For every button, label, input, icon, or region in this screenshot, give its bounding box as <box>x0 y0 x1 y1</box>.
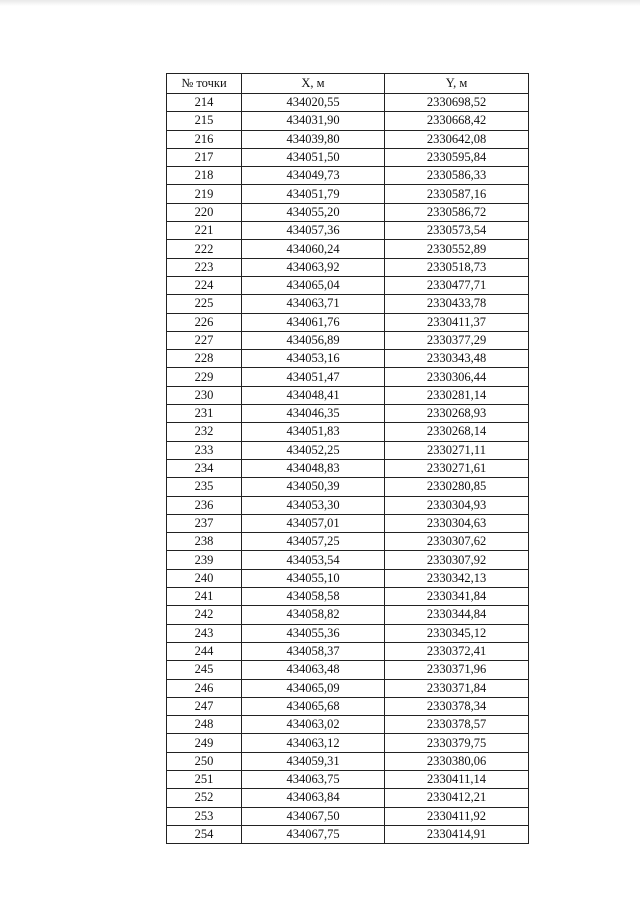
table-row <box>167 276 529 294</box>
y-coordinate-cell: 2330271,11 <box>385 441 529 459</box>
x-coordinate-cell: 434048,41 <box>242 386 385 404</box>
header-y: Y, м <box>385 74 529 94</box>
point-number-cell: 228 <box>167 350 242 368</box>
y-coordinate-cell: 2330371,84 <box>385 679 529 697</box>
x-coordinate-cell: 434049,73 <box>242 167 385 185</box>
x-coordinate-cell: 434031,90 <box>242 112 385 130</box>
y-coordinate-cell: 2330372,41 <box>385 642 529 660</box>
x-coordinate-cell: 434055,20 <box>242 203 385 221</box>
y-coordinate-cell: 2330345,12 <box>385 624 529 642</box>
point-number-cell: 233 <box>167 441 242 459</box>
table-row <box>167 222 529 240</box>
table-row <box>167 258 529 276</box>
x-coordinate-cell: 434051,50 <box>242 148 385 166</box>
point-number-cell: 248 <box>167 716 242 734</box>
x-coordinate-cell: 434065,09 <box>242 679 385 697</box>
table-row <box>167 368 529 386</box>
table-row <box>167 679 529 697</box>
table-row <box>167 148 529 166</box>
y-coordinate-cell: 2330411,14 <box>385 770 529 788</box>
table-row <box>167 752 529 770</box>
x-coordinate-cell: 434053,30 <box>242 496 385 514</box>
point-number-cell: 219 <box>167 185 242 203</box>
point-number-cell: 249 <box>167 734 242 752</box>
y-coordinate-cell: 2330343,48 <box>385 350 529 368</box>
table-row <box>167 94 529 112</box>
y-coordinate-cell: 2330586,72 <box>385 203 529 221</box>
table-row <box>167 770 529 788</box>
point-number-cell: 240 <box>167 569 242 587</box>
x-coordinate-cell: 434058,58 <box>242 588 385 606</box>
x-coordinate-cell: 434065,68 <box>242 697 385 715</box>
y-coordinate-cell: 2330271,61 <box>385 459 529 477</box>
y-coordinate-cell: 2330412,21 <box>385 789 529 807</box>
y-coordinate-cell: 2330573,54 <box>385 222 529 240</box>
table-row <box>167 533 529 551</box>
x-coordinate-cell: 434065,04 <box>242 276 385 294</box>
x-coordinate-cell: 434048,83 <box>242 459 385 477</box>
table-row <box>167 642 529 660</box>
table-row <box>167 240 529 258</box>
x-coordinate-cell: 434055,10 <box>242 569 385 587</box>
y-coordinate-cell: 2330518,73 <box>385 258 529 276</box>
y-coordinate-cell: 2330642,08 <box>385 130 529 148</box>
table-row <box>167 478 529 496</box>
table-row <box>167 423 529 441</box>
point-number-cell: 222 <box>167 240 242 258</box>
x-coordinate-cell: 434067,50 <box>242 807 385 825</box>
point-number-cell: 246 <box>167 679 242 697</box>
table-row <box>167 624 529 642</box>
point-number-cell: 229 <box>167 368 242 386</box>
point-number-cell: 238 <box>167 533 242 551</box>
table-body <box>167 94 529 844</box>
point-number-cell: 251 <box>167 770 242 788</box>
y-coordinate-cell: 2330552,89 <box>385 240 529 258</box>
table-row <box>167 295 529 313</box>
point-number-cell: 236 <box>167 496 242 514</box>
x-coordinate-cell: 434020,55 <box>242 94 385 112</box>
point-number-cell: 244 <box>167 642 242 660</box>
point-number-cell: 234 <box>167 459 242 477</box>
y-coordinate-cell: 2330344,84 <box>385 606 529 624</box>
y-coordinate-cell: 2330307,62 <box>385 533 529 551</box>
table-row <box>167 459 529 477</box>
x-coordinate-cell: 434056,89 <box>242 331 385 349</box>
table-row <box>167 514 529 532</box>
y-coordinate-cell: 2330307,92 <box>385 551 529 569</box>
table-row <box>167 350 529 368</box>
table-row <box>167 405 529 423</box>
table-row <box>167 606 529 624</box>
table-row <box>167 167 529 185</box>
point-number-cell: 250 <box>167 752 242 770</box>
y-coordinate-cell: 2330379,75 <box>385 734 529 752</box>
table-header <box>167 74 529 94</box>
table-row <box>167 588 529 606</box>
header-x: X, м <box>242 74 385 94</box>
x-coordinate-cell: 434057,36 <box>242 222 385 240</box>
y-coordinate-cell: 2330586,33 <box>385 167 529 185</box>
point-number-cell: 252 <box>167 789 242 807</box>
y-coordinate-cell: 2330595,84 <box>385 148 529 166</box>
point-number-cell: 237 <box>167 514 242 532</box>
y-coordinate-cell: 2330304,63 <box>385 514 529 532</box>
y-coordinate-cell: 2330411,92 <box>385 807 529 825</box>
x-coordinate-cell: 434063,02 <box>242 716 385 734</box>
point-number-cell: 225 <box>167 295 242 313</box>
table-row <box>167 386 529 404</box>
table-row <box>167 112 529 130</box>
y-coordinate-cell: 2330380,06 <box>385 752 529 770</box>
y-coordinate-cell: 2330268,14 <box>385 423 529 441</box>
y-coordinate-cell: 2330433,78 <box>385 295 529 313</box>
coordinates-table <box>166 73 529 844</box>
point-number-cell: 226 <box>167 313 242 331</box>
point-number-cell: 239 <box>167 551 242 569</box>
point-number-cell: 216 <box>167 130 242 148</box>
table-row <box>167 825 529 843</box>
x-coordinate-cell: 434053,54 <box>242 551 385 569</box>
point-number-cell: 217 <box>167 148 242 166</box>
x-coordinate-cell: 434050,39 <box>242 478 385 496</box>
table-row <box>167 203 529 221</box>
y-coordinate-cell: 2330378,57 <box>385 716 529 734</box>
x-coordinate-cell: 434061,76 <box>242 313 385 331</box>
x-coordinate-cell: 434063,48 <box>242 661 385 679</box>
y-coordinate-cell: 2330268,93 <box>385 405 529 423</box>
x-coordinate-cell: 434057,01 <box>242 514 385 532</box>
point-number-cell: 253 <box>167 807 242 825</box>
table-row <box>167 569 529 587</box>
y-coordinate-cell: 2330304,93 <box>385 496 529 514</box>
x-coordinate-cell: 434067,75 <box>242 825 385 843</box>
x-coordinate-cell: 434058,82 <box>242 606 385 624</box>
y-coordinate-cell: 2330377,29 <box>385 331 529 349</box>
x-coordinate-cell: 434063,71 <box>242 295 385 313</box>
y-coordinate-cell: 2330414,91 <box>385 825 529 843</box>
point-number-cell: 230 <box>167 386 242 404</box>
table-row <box>167 441 529 459</box>
table-row <box>167 697 529 715</box>
x-coordinate-cell: 434060,24 <box>242 240 385 258</box>
x-coordinate-cell: 434051,79 <box>242 185 385 203</box>
point-number-cell: 221 <box>167 222 242 240</box>
header-point-number: № точки <box>167 74 242 94</box>
y-coordinate-cell: 2330477,71 <box>385 276 529 294</box>
y-coordinate-cell: 2330281,14 <box>385 386 529 404</box>
x-coordinate-cell: 434059,31 <box>242 752 385 770</box>
x-coordinate-cell: 434039,80 <box>242 130 385 148</box>
x-coordinate-cell: 434052,25 <box>242 441 385 459</box>
y-coordinate-cell: 2330698,52 <box>385 94 529 112</box>
point-number-cell: 243 <box>167 624 242 642</box>
table-row <box>167 551 529 569</box>
point-number-cell: 220 <box>167 203 242 221</box>
table-row <box>167 331 529 349</box>
table-row <box>167 313 529 331</box>
x-coordinate-cell: 434063,92 <box>242 258 385 276</box>
y-coordinate-cell: 2330306,44 <box>385 368 529 386</box>
x-coordinate-cell: 434053,16 <box>242 350 385 368</box>
point-number-cell: 223 <box>167 258 242 276</box>
table-row <box>167 807 529 825</box>
y-coordinate-cell: 2330342,13 <box>385 569 529 587</box>
y-coordinate-cell: 2330341,84 <box>385 588 529 606</box>
table-row <box>167 130 529 148</box>
point-number-cell: 242 <box>167 606 242 624</box>
table-row <box>167 716 529 734</box>
x-coordinate-cell: 434051,83 <box>242 423 385 441</box>
point-number-cell: 247 <box>167 697 242 715</box>
table-row <box>167 496 529 514</box>
x-coordinate-cell: 434063,84 <box>242 789 385 807</box>
x-coordinate-cell: 434055,36 <box>242 624 385 642</box>
table-row <box>167 661 529 679</box>
point-number-cell: 218 <box>167 167 242 185</box>
table-row <box>167 185 529 203</box>
x-coordinate-cell: 434063,12 <box>242 734 385 752</box>
x-coordinate-cell: 434058,37 <box>242 642 385 660</box>
y-coordinate-cell: 2330378,34 <box>385 697 529 715</box>
point-number-cell: 215 <box>167 112 242 130</box>
y-coordinate-cell: 2330668,42 <box>385 112 529 130</box>
y-coordinate-cell: 2330371,96 <box>385 661 529 679</box>
point-number-cell: 232 <box>167 423 242 441</box>
table-row <box>167 734 529 752</box>
point-number-cell: 231 <box>167 405 242 423</box>
header-row <box>167 74 529 94</box>
x-coordinate-cell: 434057,25 <box>242 533 385 551</box>
point-number-cell: 227 <box>167 331 242 349</box>
x-coordinate-cell: 434051,47 <box>242 368 385 386</box>
point-number-cell: 214 <box>167 94 242 112</box>
table-row <box>167 789 529 807</box>
point-number-cell: 224 <box>167 276 242 294</box>
y-coordinate-cell: 2330411,37 <box>385 313 529 331</box>
scan-edge <box>0 0 640 6</box>
point-number-cell: 254 <box>167 825 242 843</box>
point-number-cell: 235 <box>167 478 242 496</box>
point-number-cell: 245 <box>167 661 242 679</box>
point-number-cell: 241 <box>167 588 242 606</box>
x-coordinate-cell: 434063,75 <box>242 770 385 788</box>
y-coordinate-cell: 2330587,16 <box>385 185 529 203</box>
x-coordinate-cell: 434046,35 <box>242 405 385 423</box>
y-coordinate-cell: 2330280,85 <box>385 478 529 496</box>
